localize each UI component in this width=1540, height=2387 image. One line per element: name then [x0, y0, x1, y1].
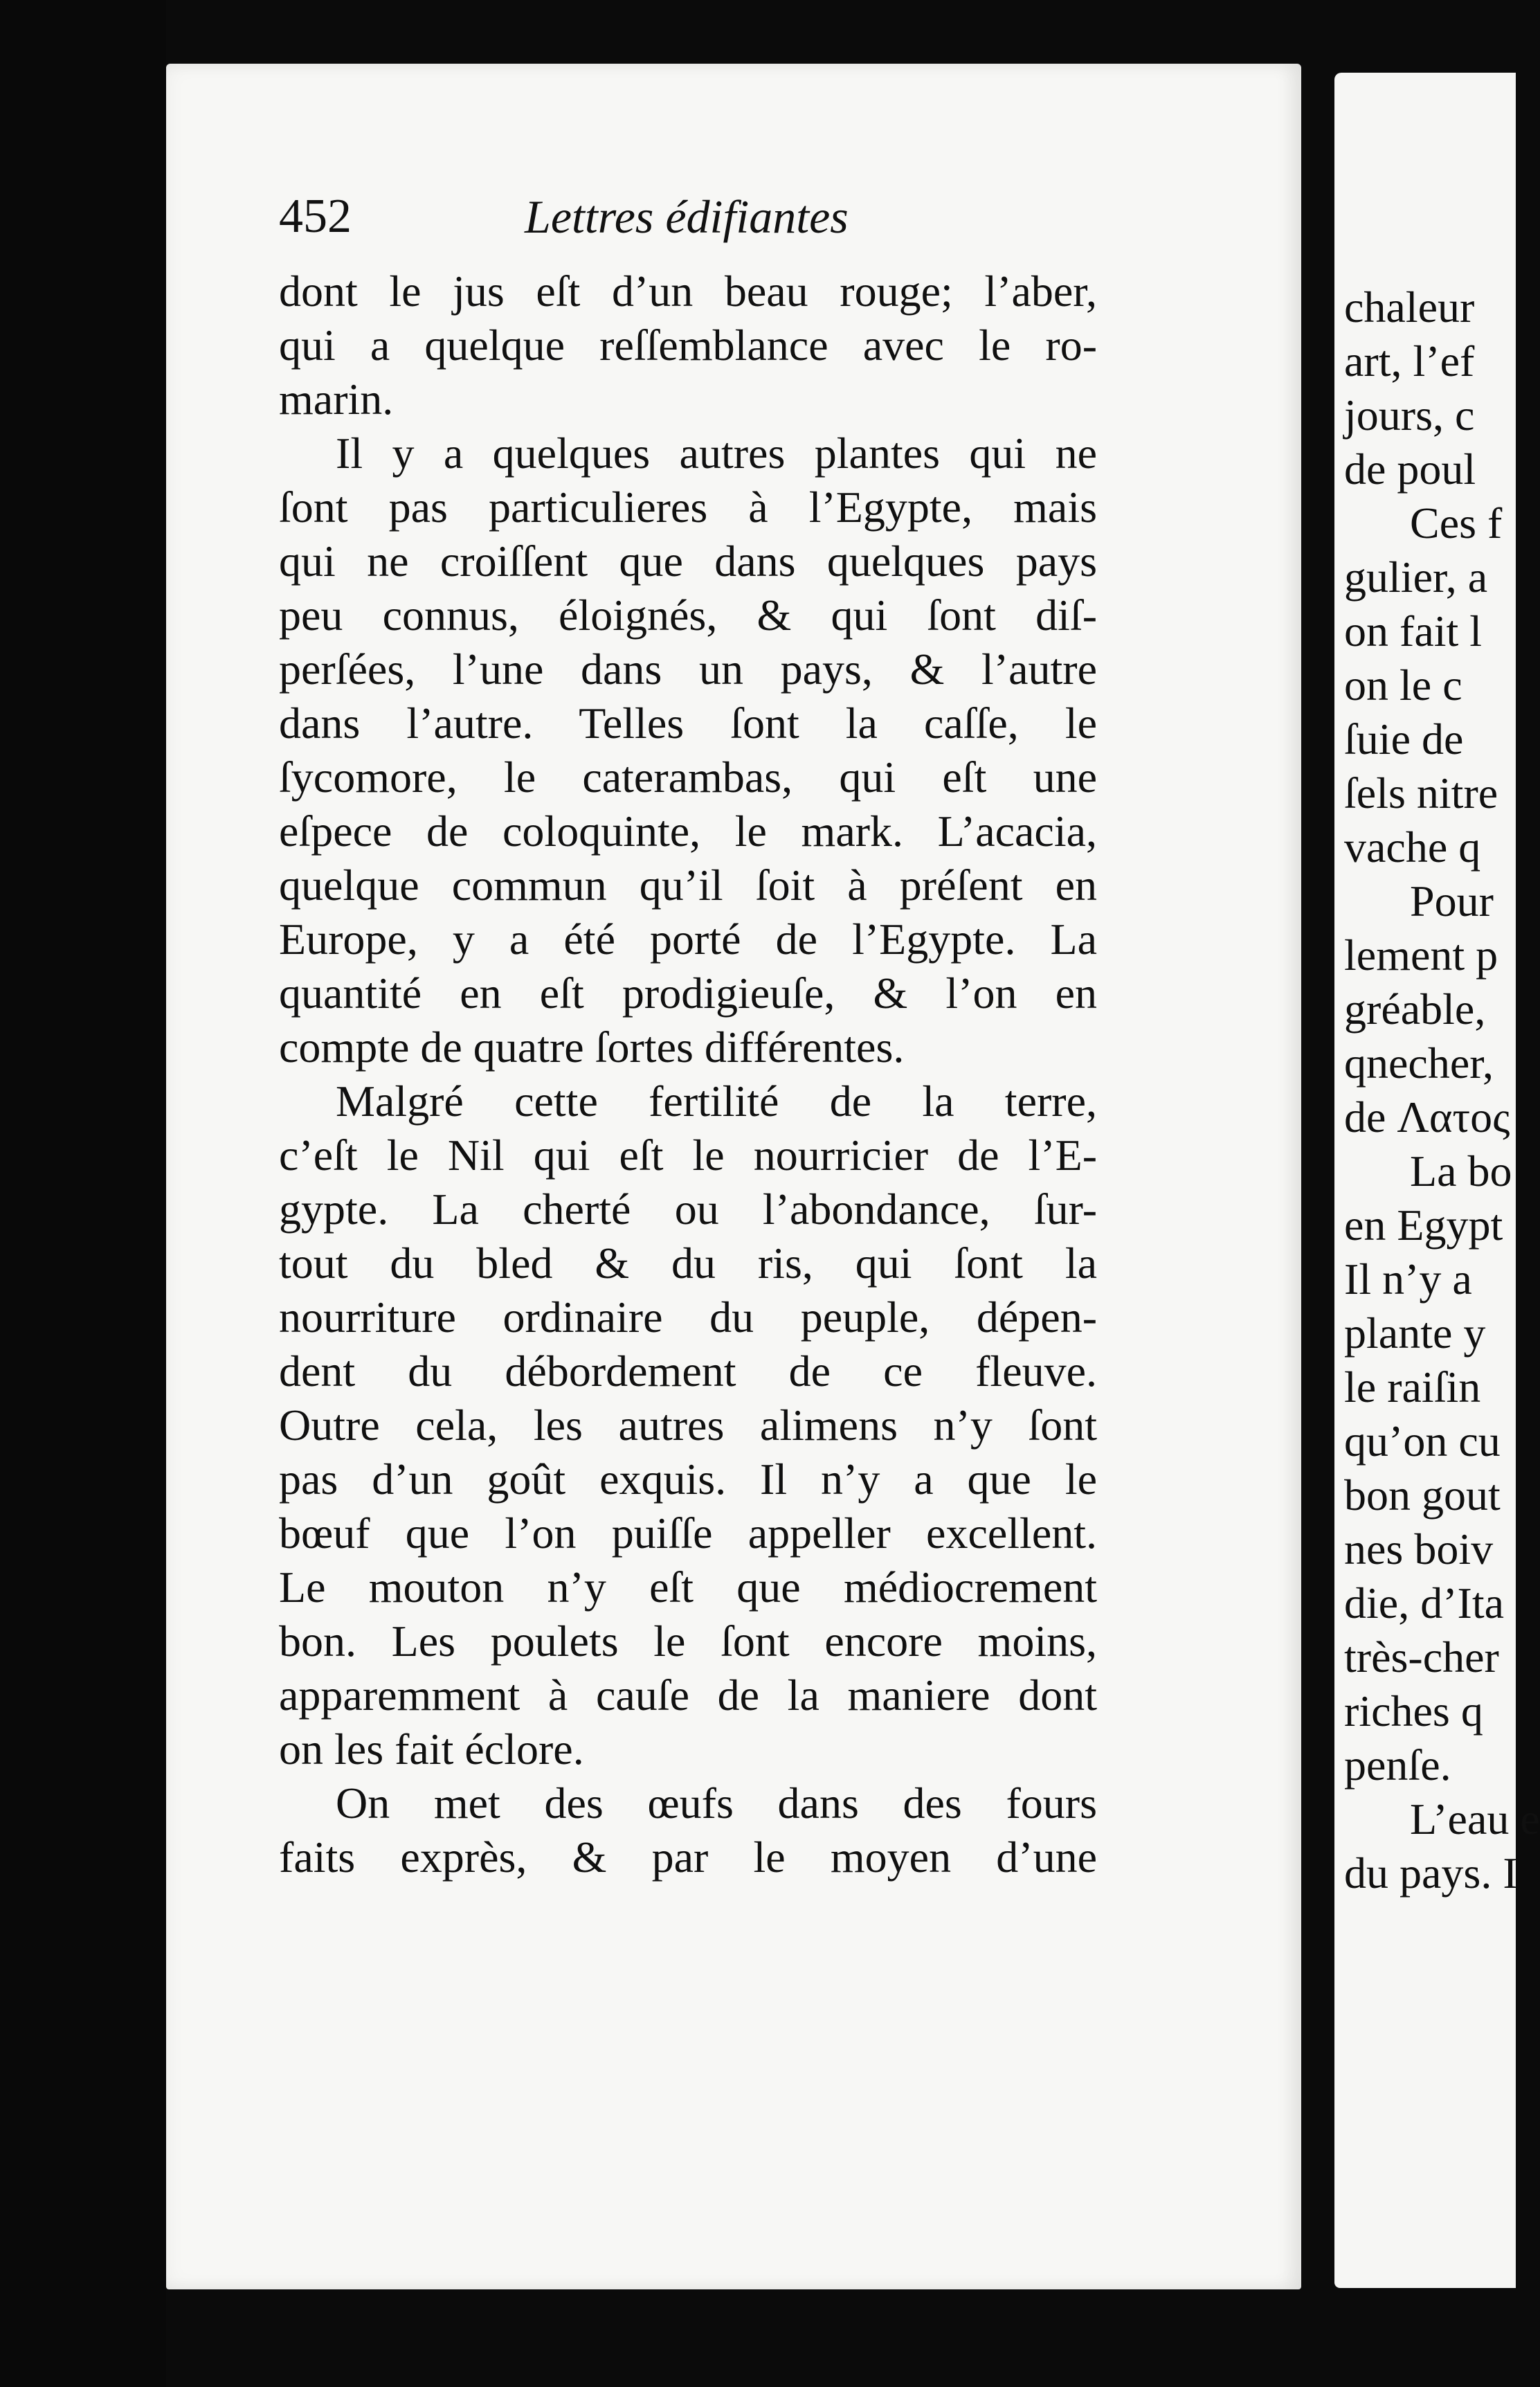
text-line: on les fait éclore.	[279, 1724, 584, 1774]
text-line: lement p	[1344, 930, 1498, 980]
text-line: faits exprès, & par le moyen d’une	[279, 1832, 1097, 1882]
text-line: qnecher,	[1344, 1038, 1494, 1088]
text-line: qui a quelque reſſemblance avec le ro-	[279, 321, 1097, 370]
text-line: gypte. La cherté ou l’abondance, ſur-	[279, 1185, 1097, 1234]
text-line: on fait l	[1344, 606, 1483, 656]
text-line: Malgré cette fertilité de la terre,	[336, 1077, 1097, 1126]
text-line: dans l’autre. Telles ſont la caſſe, le	[279, 699, 1097, 748]
text-line: on le c	[1344, 660, 1462, 710]
text-line: perſées, l’une dans un pays, & l’autre	[279, 645, 1097, 694]
text-line: apparemment à cauſe de la maniere dont	[279, 1670, 1097, 1720]
text-line: nourriture ordinaire du peuple, dépen-	[279, 1292, 1097, 1342]
text-line: ſels nitre	[1344, 768, 1498, 818]
text-line: ſont pas particulieres à l’Egypte, mais	[279, 483, 1097, 532]
running-head	[279, 179, 1096, 269]
text-line: Pour	[1410, 876, 1494, 926]
text-line: de Λατος	[1344, 1092, 1510, 1142]
text-line: peu connus, éloignés, & qui ſont diſ-	[279, 591, 1097, 640]
text-line: La bo	[1410, 1146, 1512, 1196]
text-line: vache q	[1344, 822, 1481, 872]
text-line: Outre cela, les autres alimens n’y ſont	[279, 1400, 1097, 1450]
text-line: compte de quatre ſortes différentes.	[279, 1023, 905, 1072]
text-line: tout du bled & du ris, qui ſont la	[279, 1238, 1097, 1288]
text-line: Il y a quelques autres plantes qui ne	[336, 429, 1097, 478]
text-line: L’eau e	[1410, 1794, 1540, 1844]
running-title: Lettres édifiantes	[525, 190, 849, 243]
left-page-text	[279, 264, 1097, 1884]
text-line: Europe, y a été porté de l’Egypte. La	[279, 915, 1097, 964]
text-line: riches q	[1344, 1686, 1483, 1736]
text-line: bœuf que l’on puiſſe appeller excellent.	[279, 1508, 1097, 1558]
text-line: dent du débordement de ce fleuve.	[279, 1346, 1097, 1396]
text-line: jours, c	[1344, 390, 1475, 440]
text-line: Le mouton n’y eſt que médiocrement	[279, 1562, 1097, 1612]
text-line: die, d’Ita	[1344, 1578, 1504, 1628]
text-line: eſpece de coloquinte, le mark. L’acacia,	[279, 807, 1097, 856]
text-line: gréable,	[1344, 984, 1486, 1034]
text-line: en Egypt	[1344, 1200, 1503, 1250]
right-page-text	[1344, 280, 1540, 1900]
text-line: nes boiv	[1344, 1524, 1494, 1574]
text-line: de poul	[1344, 444, 1476, 494]
text-line: qu’on cu	[1344, 1416, 1501, 1466]
text-line: dont le jus eſt d’un beau rouge; l’aber,	[279, 267, 1097, 316]
left-gutter	[0, 0, 166, 2387]
text-line: On met des œufs dans des fours	[336, 1778, 1097, 1828]
text-line: chaleur	[1344, 282, 1475, 332]
text-line: plante y	[1344, 1308, 1486, 1358]
text-line: ſycomore, le caterambas, qui eſt une	[279, 753, 1097, 802]
text-line: qui ne croiſſent que dans quelques pays	[279, 537, 1097, 586]
text-line: le raiſin	[1344, 1362, 1481, 1412]
text-line: quelque commun qu’il ſoit à préſent en	[279, 861, 1097, 910]
text-line: très-cher	[1344, 1632, 1499, 1682]
text-line: Il n’y a	[1344, 1254, 1472, 1304]
text-line: pas d’un goût exquis. Il n’y a que le	[279, 1454, 1097, 1504]
text-line: bon. Les poulets le ſont encore moins,	[279, 1616, 1097, 1666]
text-line: penſe.	[1344, 1740, 1451, 1790]
text-line: bon gout	[1344, 1470, 1501, 1520]
text-line: quantité en eſt prodigieuſe, & l’on en	[279, 969, 1097, 1018]
text-line: Ces f	[1410, 498, 1503, 548]
text-line: ſuie de	[1344, 714, 1464, 764]
text-line: du pays. I	[1344, 1848, 1518, 1898]
text-line: marin.	[279, 375, 394, 424]
text-line: art, l’ef	[1344, 336, 1475, 386]
text-line: gulier, a	[1344, 552, 1488, 602]
text-line: c’eſt le Nil qui eſt le nourricier de l’E-	[279, 1131, 1097, 1180]
page-number: 452	[279, 190, 352, 243]
